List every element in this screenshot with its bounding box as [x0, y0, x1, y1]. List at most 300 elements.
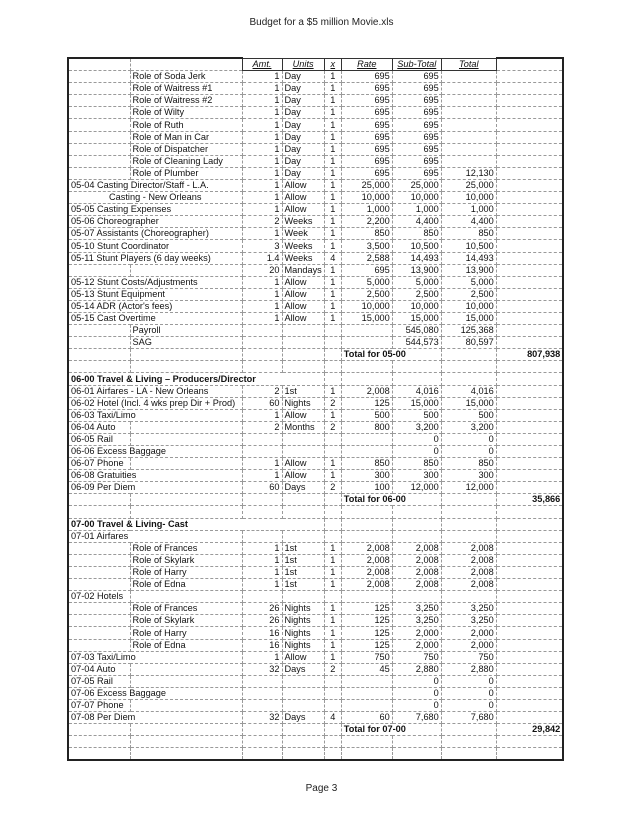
cell-rate[interactable] [341, 518, 392, 530]
line-item-account[interactable] [68, 603, 130, 615]
cell-x[interactable]: 1 [324, 276, 341, 288]
cell-subtotal[interactable]: 3,200 [392, 421, 441, 433]
cell-x[interactable]: 1 [324, 603, 341, 615]
header-amt[interactable]: Amt. [242, 58, 282, 71]
line-item-account[interactable] [68, 639, 130, 651]
line-item-description[interactable]: 05-06 Choreographer [68, 216, 242, 228]
line-item-account[interactable]: 06-07 Phone [68, 458, 130, 470]
cell-amt[interactable]: 2 [242, 421, 282, 433]
line-item-description[interactable]: 05-14 ADR (Actor's fees) [68, 300, 242, 312]
cell-grand[interactable] [496, 530, 563, 542]
cell-units[interactable]: 1st [282, 542, 324, 554]
cell-grand[interactable] [496, 663, 563, 675]
line-item-description[interactable]: Role of Waitress #2 [130, 95, 242, 107]
cell-units[interactable]: Day [282, 131, 324, 143]
cell-amt[interactable]: 1 [242, 312, 282, 324]
cell-x[interactable]: 1 [324, 542, 341, 554]
cell-x[interactable]: 1 [324, 615, 341, 627]
cell-rate[interactable]: 2,008 [341, 579, 392, 591]
cell-total[interactable]: 2,008 [441, 579, 496, 591]
cell-total[interactable]: 0 [441, 446, 496, 458]
cell-amt[interactable]: 1 [242, 83, 282, 95]
line-item-account[interactable] [68, 95, 130, 107]
cell-units[interactable]: Allow [282, 192, 324, 204]
cell-x[interactable]: 1 [324, 143, 341, 155]
cell-subtotal[interactable]: 15,000 [392, 312, 441, 324]
cell-rate[interactable]: 2,008 [341, 542, 392, 554]
cell-b[interactable] [130, 361, 242, 373]
cell-total[interactable] [441, 349, 496, 361]
header-cell-b[interactable] [130, 58, 242, 71]
cell-a[interactable] [68, 361, 130, 373]
line-item-account[interactable] [68, 615, 130, 627]
cell-subtotal[interactable]: 695 [392, 131, 441, 143]
cell-a[interactable] [68, 349, 130, 361]
cell-subtotal[interactable]: 1,000 [392, 204, 441, 216]
cell-units[interactable]: 1st [282, 554, 324, 566]
cell-total[interactable]: 850 [441, 228, 496, 240]
cell-x[interactable]: 1 [324, 71, 341, 83]
cell-rate[interactable]: 3,500 [341, 240, 392, 252]
cell-amt[interactable]: 32 [242, 712, 282, 724]
line-item-description[interactable]: Role of Dispatcher [130, 143, 242, 155]
line-item-description[interactable]: 06-03 Taxi/Limo [68, 409, 242, 421]
cell-rate[interactable] [341, 530, 392, 542]
cell-subtotal[interactable]: 2,000 [392, 639, 441, 651]
cell-total[interactable] [441, 361, 496, 373]
cell-rate[interactable]: 2,588 [341, 252, 392, 264]
cell-x[interactable]: 4 [324, 712, 341, 724]
cell-subtotal[interactable]: 545,080 [392, 325, 441, 337]
cell-amt[interactable]: 1 [242, 204, 282, 216]
cell-amt[interactable]: 1 [242, 155, 282, 167]
cell-units[interactable]: Weeks [282, 216, 324, 228]
cell-rate[interactable]: 695 [341, 83, 392, 95]
cell-units[interactable]: Days [282, 663, 324, 675]
line-item-description[interactable] [130, 421, 242, 433]
cell-total[interactable] [441, 506, 496, 518]
line-item-description[interactable] [130, 675, 242, 687]
cell-rate[interactable]: 25,000 [341, 179, 392, 191]
line-item-description[interactable]: 05-15 Cast Overtime [68, 312, 242, 324]
cell-total[interactable] [441, 373, 496, 385]
cell-total[interactable]: 3,250 [441, 615, 496, 627]
cell-x[interactable] [324, 373, 341, 385]
cell-total[interactable] [441, 736, 496, 748]
cell-units[interactable]: Nights [282, 397, 324, 409]
cell-b[interactable] [130, 736, 242, 748]
cell-subtotal[interactable]: 695 [392, 107, 441, 119]
cell-sub[interactable] [392, 361, 441, 373]
cell-units[interactable]: Day [282, 167, 324, 179]
cell-x[interactable] [324, 530, 341, 542]
cell-subtotal[interactable]: 2,008 [392, 566, 441, 578]
line-item-account[interactable]: 06-05 Rail [68, 433, 130, 445]
cell-grand[interactable] [496, 687, 563, 699]
cell-subtotal[interactable]: 695 [392, 143, 441, 155]
cell-grand[interactable] [496, 276, 563, 288]
cell-amt[interactable]: 1 [242, 119, 282, 131]
cell-x[interactable]: 4 [324, 252, 341, 264]
cell-x[interactable]: 1 [324, 554, 341, 566]
cell-rate[interactable]: 2,200 [341, 216, 392, 228]
cell-x[interactable] [324, 518, 341, 530]
cell-units[interactable]: Day [282, 143, 324, 155]
cell-total[interactable] [441, 530, 496, 542]
cell-units[interactable]: Allow [282, 204, 324, 216]
cell-subtotal[interactable]: 2,008 [392, 542, 441, 554]
cell-a[interactable] [68, 748, 130, 761]
cell-grand[interactable] [496, 518, 563, 530]
cell-grand[interactable] [496, 204, 563, 216]
cell-total[interactable]: 10,000 [441, 192, 496, 204]
cell-sub[interactable] [392, 506, 441, 518]
cell-x[interactable] [324, 433, 341, 445]
cell-total[interactable] [441, 83, 496, 95]
cell-total[interactable]: 14,493 [441, 252, 496, 264]
line-item-account[interactable] [68, 337, 130, 349]
cell-amt[interactable]: 1 [242, 71, 282, 83]
line-item-description[interactable]: Role of Soda Jerk [130, 71, 242, 83]
cell-units[interactable]: Allow [282, 179, 324, 191]
cell-subtotal[interactable]: 2,880 [392, 663, 441, 675]
cell-x[interactable] [324, 337, 341, 349]
cell-grand[interactable] [496, 300, 563, 312]
cell-rate[interactable]: 2,008 [341, 554, 392, 566]
cell-subtotal[interactable]: 300 [392, 470, 441, 482]
cell-total[interactable] [441, 518, 496, 530]
cell-grand[interactable] [496, 385, 563, 397]
cell-total[interactable]: 3,250 [441, 603, 496, 615]
line-item-description[interactable]: 07-06 Excess Baggage [68, 687, 242, 699]
cell-subtotal[interactable]: 4,016 [392, 385, 441, 397]
header-cell-grand[interactable] [496, 58, 563, 71]
cell-units[interactable] [282, 446, 324, 458]
cell-x[interactable]: 1 [324, 228, 341, 240]
line-item-description[interactable]: Role of Frances [130, 603, 242, 615]
cell-amt[interactable] [242, 530, 282, 542]
cell-grand[interactable] [496, 228, 563, 240]
line-item-description[interactable]: Role of Plumber [130, 167, 242, 179]
line-item-description[interactable]: 05-13 Stunt Equipment [68, 288, 242, 300]
cell-amt[interactable]: 20 [242, 264, 282, 276]
line-item-description[interactable] [130, 699, 242, 711]
cell-rate[interactable]: 300 [341, 470, 392, 482]
cell-units[interactable]: Day [282, 155, 324, 167]
header-total[interactable]: Total [441, 58, 496, 71]
cell-total[interactable]: 0 [441, 699, 496, 711]
cell-grand[interactable] [496, 675, 563, 687]
cell-b[interactable] [130, 349, 242, 361]
cell-amt[interactable]: 1 [242, 107, 282, 119]
cell-total[interactable]: 125,368 [441, 325, 496, 337]
cell-x[interactable]: 1 [324, 627, 341, 639]
cell-total[interactable]: 7,680 [441, 712, 496, 724]
cell-x[interactable] [324, 325, 341, 337]
cell-grand[interactable] [496, 252, 563, 264]
line-item-description[interactable] [130, 458, 242, 470]
cell-units[interactable] [282, 325, 324, 337]
cell-units[interactable]: Allow [282, 300, 324, 312]
cell-total[interactable] [441, 71, 496, 83]
cell-x[interactable]: 1 [324, 288, 341, 300]
cell-total[interactable]: 2,500 [441, 288, 496, 300]
line-item-account[interactable]: 07-05 Rail [68, 675, 130, 687]
header-subtotal[interactable]: Sub-Total [392, 58, 441, 71]
cell-a[interactable] [68, 494, 130, 506]
cell-total[interactable]: 750 [441, 651, 496, 663]
cell-grand[interactable] [496, 216, 563, 228]
cell-x[interactable] [324, 724, 341, 736]
cell-amt[interactable]: 2 [242, 216, 282, 228]
line-item-description[interactable]: 05-05 Casting Expenses [68, 204, 242, 216]
cell-sub[interactable] [392, 748, 441, 761]
cell-subtotal[interactable]: 0 [392, 433, 441, 445]
cell-total[interactable] [441, 494, 496, 506]
cell-a[interactable] [68, 736, 130, 748]
cell-grand[interactable] [496, 240, 563, 252]
cell-subtotal[interactable] [392, 530, 441, 542]
cell-grand[interactable] [496, 143, 563, 155]
cell-amt[interactable]: 1 [242, 131, 282, 143]
cell-rate[interactable]: 2,008 [341, 385, 392, 397]
cell-grand[interactable] [496, 131, 563, 143]
line-item-description[interactable]: 06-01 Airfares - LA - New Orleans [68, 385, 242, 397]
cell-amt[interactable] [242, 687, 282, 699]
section-heading[interactable]: 06-00 Travel & Living – Producers/Director [68, 373, 324, 385]
line-item-account[interactable] [68, 119, 130, 131]
cell-amt[interactable] [242, 748, 282, 761]
cell-x[interactable]: 1 [324, 264, 341, 276]
line-item-description[interactable]: SAG [130, 337, 242, 349]
line-item-account[interactable]: 07-04 Auto [68, 663, 130, 675]
line-item-description[interactable] [130, 591, 242, 603]
cell-subtotal[interactable]: 13,900 [392, 264, 441, 276]
cell-grand[interactable] [496, 615, 563, 627]
cell-units[interactable] [282, 736, 324, 748]
cell-amt[interactable]: 1 [242, 228, 282, 240]
cell-grand[interactable] [496, 179, 563, 191]
cell-total[interactable]: 2,008 [441, 566, 496, 578]
cell-rate[interactable] [341, 373, 392, 385]
cell-rate[interactable]: 1,000 [341, 204, 392, 216]
cell-grand[interactable] [496, 699, 563, 711]
cell-amt[interactable] [242, 675, 282, 687]
cell-grand[interactable] [496, 71, 563, 83]
section-grand-total[interactable]: 35,866 [496, 494, 563, 506]
cell-rate[interactable]: 15,000 [341, 312, 392, 324]
cell-units[interactable] [282, 433, 324, 445]
cell-rate[interactable] [341, 361, 392, 373]
cell-grand[interactable] [496, 579, 563, 591]
cell-total[interactable] [441, 143, 496, 155]
cell-rate[interactable]: 10,000 [341, 300, 392, 312]
cell-rate[interactable] [341, 591, 392, 603]
cell-rate[interactable]: 60 [341, 712, 392, 724]
line-item-description[interactable]: Payroll [130, 325, 242, 337]
cell-total[interactable]: 500 [441, 409, 496, 421]
cell-grand[interactable] [496, 373, 563, 385]
cell-total[interactable]: 12,130 [441, 167, 496, 179]
cell-rate[interactable]: 5,000 [341, 276, 392, 288]
cell-units[interactable] [282, 687, 324, 699]
cell-amt[interactable] [242, 699, 282, 711]
cell-grand[interactable] [496, 361, 563, 373]
line-item-description[interactable]: 05-12 Stunt Costs/Adjustments [68, 276, 242, 288]
cell-amt[interactable]: 1 [242, 192, 282, 204]
cell-amt[interactable] [242, 337, 282, 349]
cell-units[interactable] [282, 591, 324, 603]
cell-grand[interactable] [496, 167, 563, 179]
cell-amt[interactable]: 26 [242, 615, 282, 627]
cell-x[interactable] [324, 736, 341, 748]
cell-amt[interactable]: 1 [242, 143, 282, 155]
line-item-account[interactable] [68, 554, 130, 566]
cell-grand[interactable] [496, 712, 563, 724]
cell-units[interactable]: Days [282, 712, 324, 724]
cell-subtotal[interactable]: 10,000 [392, 192, 441, 204]
cell-units[interactable] [282, 361, 324, 373]
cell-rate[interactable]: 695 [341, 264, 392, 276]
cell-units[interactable] [282, 530, 324, 542]
cell-amt[interactable]: 3 [242, 240, 282, 252]
cell-grand[interactable] [496, 566, 563, 578]
line-item-description[interactable]: 06-06 Excess Baggage [68, 446, 242, 458]
cell-amt[interactable]: 1 [242, 276, 282, 288]
cell-rate[interactable] [341, 675, 392, 687]
cell-subtotal[interactable]: 544,573 [392, 337, 441, 349]
cell-subtotal[interactable]: 695 [392, 95, 441, 107]
cell-units[interactable]: Allow [282, 312, 324, 324]
cell-amt[interactable]: 1 [242, 300, 282, 312]
cell-x[interactable]: 1 [324, 240, 341, 252]
line-item-description[interactable] [130, 433, 242, 445]
cell-sub[interactable] [392, 736, 441, 748]
section-total-label[interactable]: Total for 06-00 [341, 494, 441, 506]
line-item-account[interactable] [68, 155, 130, 167]
cell-x[interactable] [324, 506, 341, 518]
cell-x[interactable] [324, 361, 341, 373]
cell-amt[interactable] [242, 349, 282, 361]
line-item-description[interactable]: Role of Edna [130, 579, 242, 591]
cell-rate[interactable]: 850 [341, 458, 392, 470]
cell-sub[interactable] [392, 373, 441, 385]
cell-total[interactable]: 2,000 [441, 639, 496, 651]
line-item-description[interactable]: Role of Frances [130, 542, 242, 554]
cell-total[interactable]: 2,880 [441, 663, 496, 675]
cell-amt[interactable]: 1 [242, 167, 282, 179]
cell-amt[interactable]: 1 [242, 542, 282, 554]
line-item-description[interactable]: 06-08 Gratuities [68, 470, 242, 482]
line-item-description[interactable]: Role of Ruth [130, 119, 242, 131]
line-item-account[interactable] [68, 83, 130, 95]
cell-x[interactable]: 2 [324, 397, 341, 409]
cell-subtotal[interactable]: 4,400 [392, 216, 441, 228]
cell-x[interactable]: 1 [324, 312, 341, 324]
cell-grand[interactable] [496, 192, 563, 204]
cell-amt[interactable] [242, 446, 282, 458]
line-item-account[interactable] [68, 542, 130, 554]
cell-total[interactable]: 80,597 [441, 337, 496, 349]
cell-b[interactable] [130, 748, 242, 761]
cell-x[interactable]: 1 [324, 95, 341, 107]
cell-grand[interactable] [496, 506, 563, 518]
cell-x[interactable]: 1 [324, 458, 341, 470]
cell-grand[interactable] [496, 421, 563, 433]
line-item-description[interactable]: Role of Man in Car [130, 131, 242, 143]
cell-x[interactable]: 1 [324, 409, 341, 421]
line-item-description[interactable]: 07-08 Per Diem [68, 712, 242, 724]
line-item-account[interactable] [68, 264, 130, 276]
cell-units[interactable]: Nights [282, 639, 324, 651]
cell-total[interactable] [441, 119, 496, 131]
cell-units[interactable]: Nights [282, 627, 324, 639]
cell-grand[interactable] [496, 736, 563, 748]
cell-subtotal[interactable]: 25,000 [392, 179, 441, 191]
cell-x[interactable]: 1 [324, 179, 341, 191]
cell-subtotal[interactable]: 695 [392, 167, 441, 179]
cell-amt[interactable]: 16 [242, 627, 282, 639]
cell-total[interactable]: 2,008 [441, 542, 496, 554]
cell-units[interactable]: Allow [282, 409, 324, 421]
cell-subtotal[interactable]: 2,008 [392, 579, 441, 591]
cell-amt[interactable] [242, 736, 282, 748]
cell-rate[interactable]: 800 [341, 421, 392, 433]
cell-total[interactable]: 0 [441, 687, 496, 699]
cell-units[interactable]: Day [282, 83, 324, 95]
cell-b[interactable] [130, 494, 242, 506]
cell-x[interactable] [324, 699, 341, 711]
cell-units[interactable]: Nights [282, 603, 324, 615]
cell-subtotal[interactable]: 695 [392, 83, 441, 95]
line-item-description[interactable]: Role of Waitress #1 [130, 83, 242, 95]
cell-x[interactable]: 2 [324, 482, 341, 494]
cell-x[interactable] [324, 591, 341, 603]
cell-x[interactable]: 1 [324, 216, 341, 228]
cell-rate[interactable]: 695 [341, 107, 392, 119]
line-item-account[interactable] [68, 566, 130, 578]
cell-subtotal[interactable]: 7,680 [392, 712, 441, 724]
cell-amt[interactable] [242, 506, 282, 518]
cell-subtotal[interactable]: 750 [392, 651, 441, 663]
section-heading[interactable]: 07-00 Travel & Living- Cast [68, 518, 324, 530]
cell-total[interactable] [441, 591, 496, 603]
cell-grand[interactable] [496, 264, 563, 276]
cell-amt[interactable]: 16 [242, 639, 282, 651]
cell-amt[interactable]: 1 [242, 288, 282, 300]
cell-units[interactable]: Week [282, 228, 324, 240]
cell-grand[interactable] [496, 446, 563, 458]
line-item-description[interactable] [130, 663, 242, 675]
cell-grand[interactable] [496, 627, 563, 639]
header-x[interactable]: x [324, 58, 341, 71]
cell-subtotal[interactable]: 695 [392, 71, 441, 83]
cell-sub[interactable] [392, 518, 441, 530]
cell-x[interactable]: 1 [324, 131, 341, 143]
cell-amt[interactable]: 1 [242, 579, 282, 591]
cell-amt[interactable]: 1.4 [242, 252, 282, 264]
cell-units[interactable]: Day [282, 107, 324, 119]
cell-subtotal[interactable]: 2,008 [392, 554, 441, 566]
cell-x[interactable]: 1 [324, 192, 341, 204]
cell-b[interactable] [130, 506, 242, 518]
line-item-account[interactable]: 07-02 Hotels [68, 591, 130, 603]
cell-grand[interactable] [496, 542, 563, 554]
cell-amt[interactable] [242, 724, 282, 736]
cell-subtotal[interactable]: 500 [392, 409, 441, 421]
cell-units[interactable]: Mandays [282, 264, 324, 276]
cell-subtotal[interactable]: 850 [392, 228, 441, 240]
